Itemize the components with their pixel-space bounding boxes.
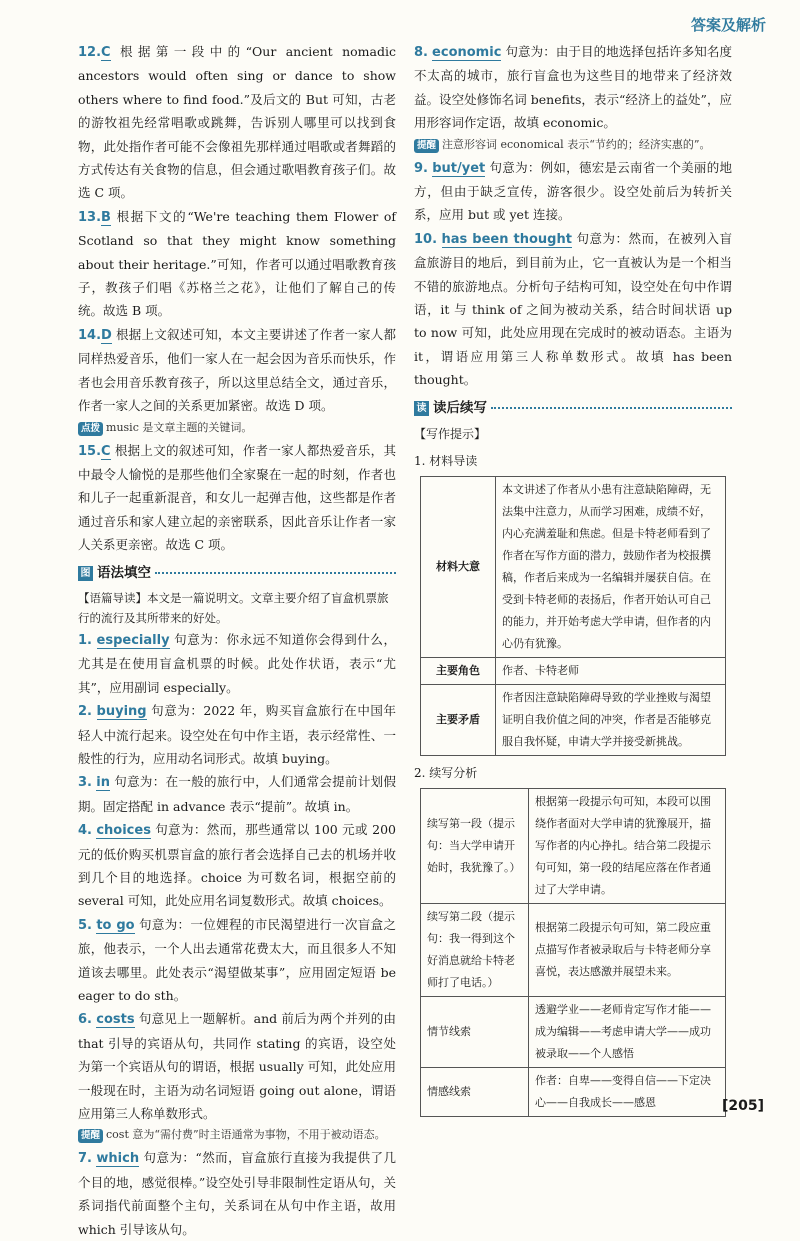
right-column [414, 40, 732, 1117]
answer: choices [96, 823, 151, 839]
answer: buying [96, 704, 147, 720]
grammar-9: 9. but/yet 句意为：例如，德宏是云南省一个美丽的地方，但由于缺乏宣传，游客很少。设空处前后为转折关系，应用 but 或 yet 连接。 [414, 159, 732, 223]
subsection-2: 2. 续写分析 [414, 765, 478, 780]
analysis-table [420, 788, 726, 1117]
answer: C [101, 45, 111, 60]
page-number: [205] [721, 1098, 764, 1114]
answer: which [96, 1151, 140, 1167]
answer: D [101, 327, 112, 343]
answer: has been thought [441, 231, 572, 247]
tip-note: 提醒 cost 意为“需付费”时主语通常为事物，不用于被动语态。 [78, 1126, 396, 1143]
section-badge: 读 [414, 401, 429, 416]
answer: but/yet [432, 160, 486, 176]
tip-note: 点拨 music 是文章主题的关键词。 [78, 419, 396, 436]
table-row: 材料大意 本文讲述了作者从小患有注意缺陷障碍，无法集中注意力，从而学习困难，成绩不好，内心充满羞耻和焦虑。但是卡特老师看到了作者在写作方面的潜力，鼓励作者为校报撰稿，作者后来成为一名编辑并屡获自信。在受到卡特老师的表扬后，作者开始认可自己的能力，并开始考虑大学申请，但作者的内心仍有犹豫。 [421, 476, 726, 657]
answer: in [96, 775, 110, 791]
section-title: 读后续写 [433, 399, 487, 416]
answer: especially [96, 632, 170, 648]
grammar-6: 6. costs 句意见上一题解析。and 前后为两个并列的由 that 引导的宾语从句，共同作 stating 的宾语，设空处为第一个宾语从句的谓语，根据 usually 可知，此处应用一般现在时，主语为动名词短语 going out alone，谓语应用第三人称单数形式。 [78, 1011, 397, 1122]
answer: C [101, 443, 111, 459]
table-row: 续写第一段（提示句：当大学申请开始时，我犹豫了。） 根据第一段提示句可知，本段可以围绕作者面对大学申请的犹豫展开，描写作者的内心挣扎。结合第二段提示句可知，第一段的结尾应落在作者通过了大学申请。 [421, 789, 726, 904]
tip-note: 提醒 注意形容词 economical 表示“节约的；经济实惠的”。 [414, 136, 732, 153]
grammar-5: 5. to go 句意为：一位娌程的市民渴望进行一次盲盒之旅，他表示，一个人出去通常花费太大，而且很多人不知道该去哪里。此处表示“渴望做某事”，应用固定短语 be eager to do sth。 [78, 916, 396, 1004]
dotted-divider [491, 407, 732, 409]
answer: B [101, 209, 111, 225]
question-15: 15.C 根据上文的叙述可知，作者一家人都热爱音乐，其中最令人愉悦的是那些他们全家聚在一起的时刻，作者也和儿子一起重新混音，和女儿一起弹吉他，这些都是作者通过音乐和家人建立起的亲密联系，因此音乐让作者一家人关系更亲密。故选 C 项。 [78, 442, 396, 553]
table-row: 主要矛盾 作者因注意缺陷障碍导致的学业挫败与渴望证明自我价值之间的冲突，作者是否能够克服自我怀疑，申请大学并接受新挑战。 [421, 684, 726, 755]
material-table [420, 476, 726, 756]
dotted-divider [155, 572, 396, 574]
grammar-8: 8. economic 句意为：由于目的地选择包括许多知名度不太高的城市，旅行盲盒也为这些目的地带来了经济效益。设空处修饰名词 benefits，表示“经济上的益处”，应用形容词作定语，故填 economic。 [414, 44, 732, 131]
left-column [78, 40, 396, 1241]
subsection-1: 1. 材料导读 [414, 453, 478, 468]
answer: economic [432, 45, 502, 60]
table-row: 情感线索 作者：自卑——变得自信——下定决心——自我成长——感恩 [421, 1068, 726, 1117]
grammar-3: 3. in 句意为：在一般的旅行中，人们通常会提前计划假期。固定搭配 in advance 表示“提前”。故填 in。 [78, 774, 396, 814]
question-13: 13.B 根据下文的“We're teaching them Flower of Scotland so that they might know something about their heritage.”可知，作者可以通过唱歌教育孩子，教孩子们唱《苏格兰之花》，让他们了解自己的传统。故选 B 项。 [78, 208, 396, 319]
table-row: 主要角色 作者、卡特老师 [421, 657, 726, 684]
grammar-4: 4. choices 句意为：然而，那些通常以 100 元或 200 元的低价购买机票盲盒的旅行者会选择自己去的机场并收到几个目的地选择。choice 为可数名词，根据空前的 several 可知，此处应用名词复数形式。故填 choices。 [78, 822, 397, 909]
answer: costs [96, 1012, 135, 1028]
grammar-1: 1. especially 句意为：你永远不知道你会得到什么，尤其是在使用盲盒机票的时候。此处作状语，表示“尤其”，应用副词 especially。 [78, 631, 396, 695]
question-12: 12.C 根据第一段中的“Our ancient nomadic ancestors would often sing or dance to show others where to find food.”及后文的 But 可知，古老的游牧祖先经常唱歌或跳舞，告诉别人哪里可以找到食物，此处指作者可能不会像祖先那样通过唱歌或者舞蹈的方式传达有关食物的信息，但会通过歌唱教育孩子们。故选 C 项。 [78, 44, 396, 201]
writing-hint: 【写作提示】 [414, 427, 487, 442]
table-row: 续写第二段（提示句：我一得到这个好消息就给卡特老师打了电话。） 根据第二段提示句可知，第二段应重点描写作者被录取后与卡特老师分享喜悦，表达感激并展望未来。 [421, 904, 726, 997]
grammar-7: 7. which 句意为：“然而，盲盒旅行直接为我提供了几个目的地，感觉很棒。”设空处引导非限制性定语从句，关系词指代前面整个主句，关系词在从句中作主语，故用 which 引导该从句。 [78, 1150, 396, 1237]
section-heading [414, 397, 732, 420]
section-title: 语法填空 [97, 564, 151, 581]
grammar-2: 2. buying 句意为：2022 年，购买盲盒旅行在中国年轻人中流行起来。设空处在句中作主语，表示经常性、一般性的行为，应用动名词形式。故填 buying。 [78, 703, 396, 766]
answer: to go [96, 917, 135, 933]
section-heading [78, 562, 396, 585]
page-header: 答案及解析 [690, 16, 766, 34]
reading-guide: 【语篇导读】本文是一篇说明文。文章主要介绍了盲盒机票旅行的流行及其所带来的好处。 [78, 590, 389, 625]
section-badge: 图 [78, 566, 93, 581]
question-14: 14.D 根据上文叙述可知，本文主要讲述了作者一家人都同样热爱音乐，他们一家人在一起会因为音乐而快乐，作者也会用音乐教育孩子，所以这里总结全文，通过音乐，作者一家人之间的关系更加紧密。故选 D 项。 [78, 326, 396, 414]
grammar-10: 10. has been thought 句意为：然而，在被列入盲盒旅游目的地后，到目前为止，它一直被认为是一个相当不错的旅游地点。分析句子结构可知，设空处在句中作谓语，it 与 think of 之间为被动关系，结合时间状语 up to now 可知，此处应用现在完成时的被动语态。主语为 it，谓语应用第三人称单数形式。故填 has been thought。 [414, 230, 732, 388]
table-row: 情节线索 透避学业——老师肯定写作才能——成为编辑——考虑申请大学——成功被录取——个人感悟 [421, 997, 726, 1068]
